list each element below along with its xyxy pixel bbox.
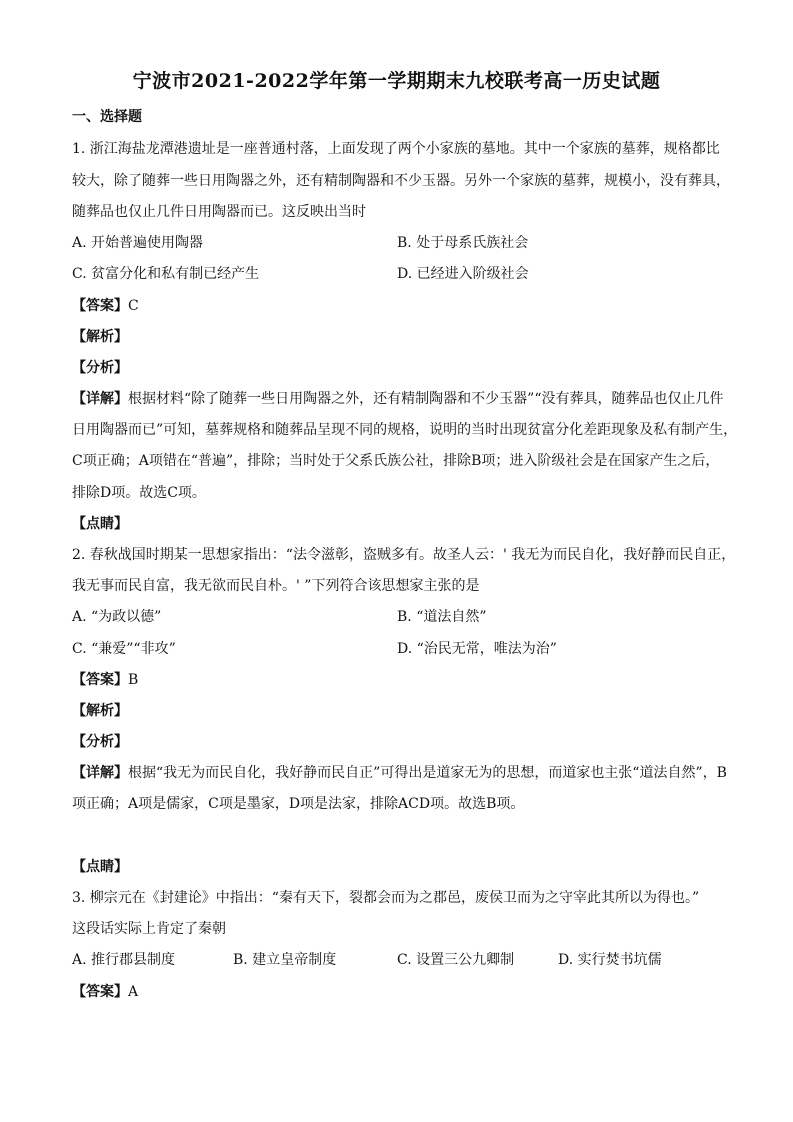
- q1-detail-line-4: 排除D项。故选C项。: [72, 485, 206, 501]
- q2-detail-line-1: [72, 764, 732, 782]
- q1-detail-line-1: [72, 390, 732, 408]
- q1-option-c: C. 贫富分化和私有制已经产生: [72, 266, 260, 282]
- q2-detail-text-1: 根据“我无为而民自化，我好静而民自正”可得出是道家无为的思想，而道家也主张“道法自然”，B: [128, 765, 727, 781]
- q1-stem-line-3: 随葬品也仅止几件日用陶器而已。这反映出当时: [72, 204, 366, 220]
- q1-answer-tag: 【答案】: [72, 298, 128, 314]
- q3-option-c: C. 设置三公九卿制: [397, 952, 515, 968]
- q3-answer: [72, 983, 732, 1001]
- q1-detail-line-3: C项正确；A项错在“普遍”，排除；当时处于父系氏族公社，排除B项；进入阶级社会是在国家产生之后，: [72, 453, 720, 469]
- q1-analysis-tag: 【解析】: [72, 329, 128, 345]
- q1-stem-line-2: 较大，除了随葬一些日用陶器之外，还有精制陶器和不少玉器。另外一个家族的墓葬，规模小，没有葬具，: [72, 173, 730, 189]
- q2-option-a: A. “为政以德”: [72, 609, 162, 625]
- q1-answer-value: C: [128, 298, 139, 314]
- q2-answer-value: B: [128, 672, 139, 688]
- q3-option-d: D. 实行焚书坑儒: [558, 952, 662, 968]
- q2-fenxi-tag: 【分析】: [72, 734, 128, 750]
- q1-fenxi-tag: 【分析】: [72, 360, 128, 376]
- q2-stem-line-1: 2. 春秋战国时期某一思想家指出：“法令滋彰，盗贼多有。故圣人云：' 我无为而民自化，我好静而民自正，: [72, 547, 736, 563]
- section-heading: 一、选择题: [72, 109, 142, 125]
- q1-detail-text-1: 根据材料“除了随葬一些日用陶器之外，还有精制陶器和不少玉器”“没有葬具，随葬品也仅止几件: [128, 391, 724, 407]
- q2-answer-tag: 【答案】: [72, 672, 128, 688]
- q1-answer: [72, 297, 732, 315]
- q2-stem-line-2: 我无事而民自富，我无欲而民自朴。' ”下列符合该思想家主张的是: [72, 578, 480, 594]
- q3-option-b: B. 建立皇帝制度: [233, 952, 337, 968]
- q2-comment-tag: 【点睛】: [72, 859, 128, 875]
- q1-comment-tag: 【点睛】: [72, 516, 128, 532]
- q1-stem-line-1: 1. 浙江海盐龙潭港遗址是一座普通村落，上面发现了两个小家族的墓地。其中一个家族的墓葬，规格都比: [72, 141, 720, 157]
- q3-option-a: A. 推行郡县制度: [72, 952, 176, 968]
- q2-detail-line-2: 项正确；A项是儒家，C项是墨家，D项是法家，排除ACD项。故选B项。: [72, 796, 525, 812]
- q2-option-d: D. “治民无常，唯法为治”: [397, 641, 557, 657]
- q3-stem-line-2: 这段话实际上肯定了秦朝: [72, 921, 226, 937]
- q1-option-b: B. 处于母系氏族社会: [397, 235, 529, 251]
- q2-answer: [72, 671, 732, 689]
- exam-title: 宁波市2021-2022学年第一学期期末九校联考高一历史试题: [132, 70, 661, 92]
- q1-option-a: A. 开始普遍使用陶器: [72, 235, 204, 251]
- q1-detail-tag: 【详解】: [72, 391, 128, 407]
- q2-option-b: B. “道法自然”: [397, 609, 487, 625]
- q3-answer-value: A: [128, 984, 139, 1000]
- q1-detail-line-2: 日用陶器而已”可知，墓葬规格和随葬品呈现不同的规格，说明的当时出现贫富分化差距现象及私有制产生，: [72, 422, 738, 438]
- q2-option-c: C. “兼爱”“非攻”: [72, 641, 176, 657]
- q3-stem-line-1: 3. 柳宗元在《封建论》中指出：“秦有天下，裂都会而为之郡邑，废侯卫而为之守宰此其所以为得也。”: [72, 890, 700, 906]
- q2-analysis-tag: 【解析】: [72, 703, 128, 719]
- q3-answer-tag: 【答案】: [72, 984, 128, 1000]
- q2-detail-tag: 【详解】: [72, 765, 128, 781]
- q1-option-d: D. 已经进入阶级社会: [397, 266, 529, 282]
